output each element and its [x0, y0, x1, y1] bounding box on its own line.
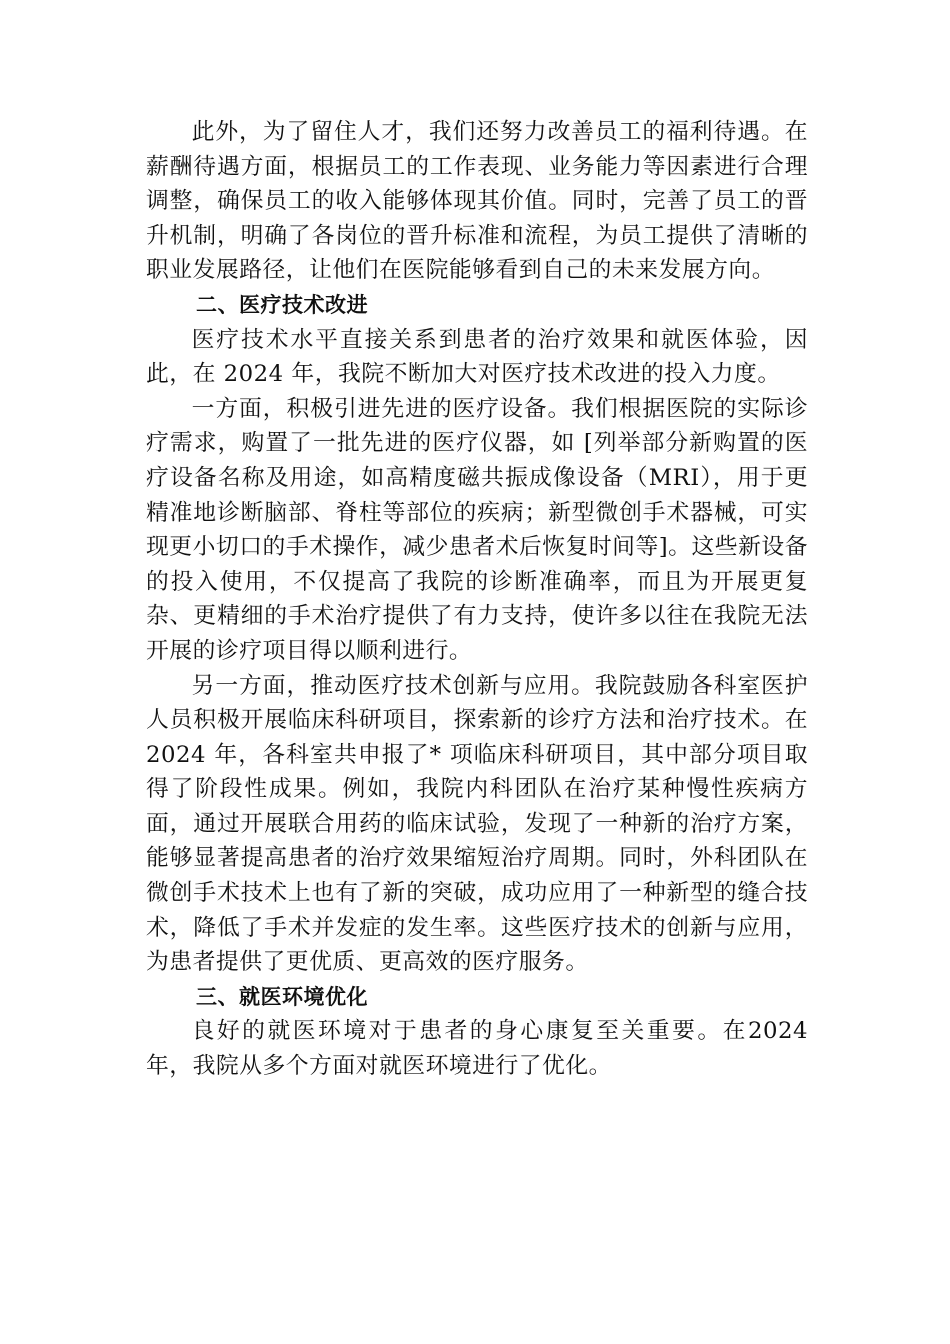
section-heading-environment: 三、就医环境优化 [196, 984, 368, 1009]
paragraph-environment-intro: 良好的就医环境对于患者的身心康复至关重要。在2024 年，我院从多个方面对就医环境进行了优化。 [146, 1018, 808, 1080]
paragraph-innovation: 另一方面，推动医疗技术创新与应用。我院鼓励各科室医护人员积极开展临床科研项目，探索新的诊疗方法和治疗技术。在 2024 年，各科室共申报了* 项临床科研项目，其中部分项目取得了阶段性成果。例如，我院内科团队在治疗某种慢性疾病方面，通过开展联合用药的临床试验，发现了一种新的治疗方案，能够显著提高患者的治疗效果缩短治疗周期。同时，外科团队在微创手术技术上也有了新的突破，成功应用了一种新型的缝合技术，降低了手术并发症的发生率。这些医疗技术的创新与应用，为患者提供了更优质、更高效的医疗服务。 [146, 672, 808, 976]
paragraph-equipment: 一方面，积极引进先进的医疗设备。我们根据医院的实际诊疗需求，购置了一批先进的医疗仪器，如 [列举部分新购置的医疗设备名称及用途，如高精度磁共振成像设备（MRI），用于更精准地诊断脑部、脊柱等部位的疾病；新型微创手术器械，可实现更小切口的手术操作，减少患者术后恢复时间等]。这些新设备的投入使用，不仅提高了我院的诊断准确率，而且为开展更复杂、更精细的手术治疗提供了有力支持，使许多以往在我院无法开展的诊疗项目得以顺利进行。 [146, 395, 808, 664]
paragraph-staff-welfare: 此外，为了留住人才，我们还努力改善员工的福利待遇。在薪酬待遇方面，根据员工的工作表现、业务能力等因素进行合理调整，确保员工的收入能够体现其价值。同时，完善了员工的晋升机制，明确了各岗位的晋升标准和流程，为员工提供了清晰的职业发展路径，让他们在医院能够看到自己的未来发展方向。 [146, 119, 808, 284]
document-body [146, 115, 808, 1084]
paragraph-technology-intro: 医疗技术水平直接关系到患者的治疗效果和就医体验，因此，在 2024 年，我院不断加大对医疗技术改进的投入力度。 [146, 326, 808, 388]
section-heading-medical-technology: 二、医疗技术改进 [196, 292, 368, 317]
